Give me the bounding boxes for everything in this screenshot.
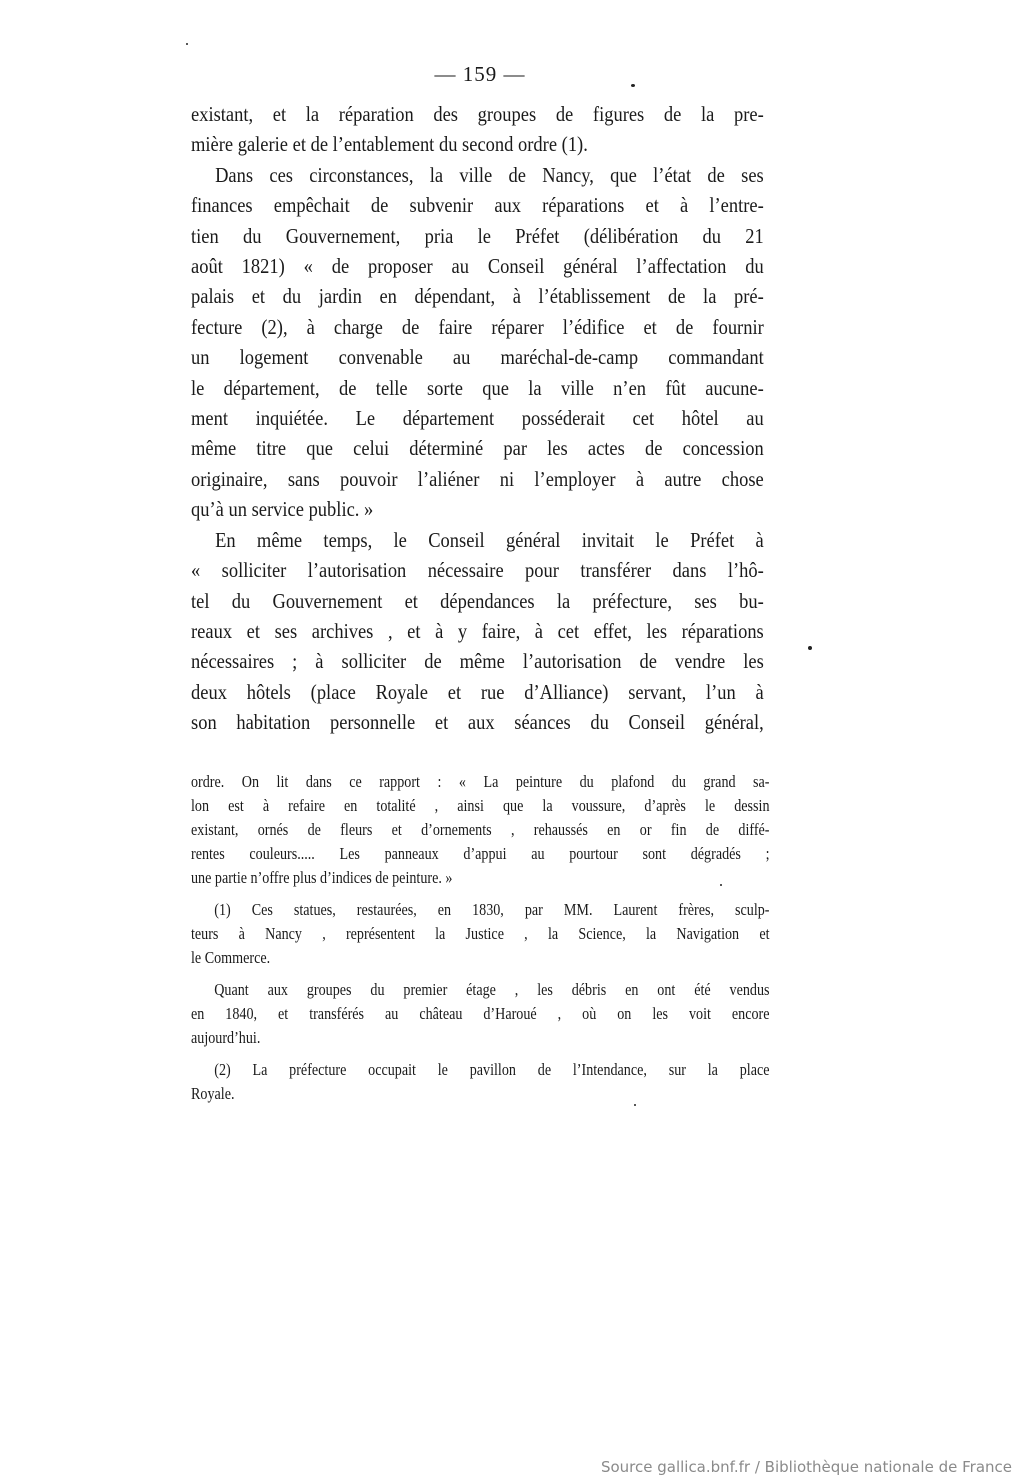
footnote-line: en 1840, et transférés au château d’Haroué , où on les voit encore (191, 1004, 770, 1023)
footnote-line: existant, ornés de fleurs et d’ornements , rehaussés en or fin de diffé- (191, 820, 770, 839)
text-line: un logement convenable au maréchal-de-camp commandant (191, 345, 764, 370)
text-line: tel du Gouvernement et dépendances la préfecture, ses bu- (191, 588, 764, 613)
footnote-line: le Commerce. (191, 948, 271, 967)
footnote-line: Quant aux groupes du premier étage , les débris en ont été vendus (214, 980, 770, 999)
text-line: Dans ces circonstances, la ville de Nancy, que l’état de ses (215, 162, 764, 187)
main-text (191, 99, 764, 738)
text-line: même titre que celui déterminé par les actes de concession (191, 436, 764, 461)
source-attribution: Source gallica.bnf.fr / Bibliothèque nationale de France (600, 1458, 1012, 1476)
text-line: « solliciter l’autorisation nécessaire pour transférer dans l’hô- (191, 558, 764, 583)
print-speck (808, 646, 812, 650)
text-line: deux hôtels (place Royale et rue d’Alliance) servant, l’un à (191, 679, 764, 704)
print-speck (631, 84, 635, 87)
footnote-continuation (191, 770, 770, 890)
text-line: finances empêchait de subvenir aux réparations et à l’entre- (191, 193, 764, 218)
text-line: mière galerie et de l’entablement du second ordre (1). (191, 132, 588, 157)
footnote-line: Royale. (191, 1084, 235, 1103)
print-speck (186, 43, 188, 45)
footnotes (191, 770, 770, 1114)
footnote-line: une partie n’offre plus d’indices de peinture. » (191, 868, 453, 887)
footnote-1 (191, 898, 770, 970)
footnote-line: rentes couleurs..... Les panneaux d’appui au pourtour sont dégradés ; (191, 844, 770, 863)
footnote-1-continued (191, 978, 770, 1050)
text-line: tien du Gouvernement, pria le Préfet (délibération du 21 (191, 223, 764, 248)
text-line: nécessaires ; à solliciter de même l’autorisation de vendre les (191, 649, 764, 674)
text-line: le département, de telle sorte que la ville n’en fût aucune- (191, 375, 764, 400)
text-line: qu’à un service public. » (191, 497, 374, 522)
footnote-line: lon est à refaire en totalité , ainsi que la voussure, d’après le dessin (191, 796, 770, 815)
text-line: son habitation personnelle et aux séances du Conseil général, (191, 710, 764, 735)
footnote-line: teurs à Nancy , représentent la Justice , la Science, la Navigation et (191, 924, 770, 943)
footnote-line: ordre. On lit dans ce rapport : « La peinture du plafond du grand sa- (191, 772, 770, 791)
footnote-2 (191, 1058, 770, 1106)
print-speck (634, 1104, 636, 1106)
print-speck (720, 884, 722, 886)
text-line: reaux et ses archives , et à y faire, à cet effet, les réparations (191, 618, 764, 643)
footnote-line: (2) La préfecture occupait le pavillon de l’Intendance, sur la place (214, 1060, 770, 1079)
text-line: palais et du jardin en dépendant, à l’établissement de la pré- (191, 284, 764, 309)
page-number: — 159 — (434, 62, 526, 86)
text-line: août 1821) « de proposer au Conseil général l’affectation du (191, 254, 764, 279)
footnote-line: aujourd’hui. (191, 1028, 261, 1047)
text-line: En même temps, le Conseil général invitait le Préfet à (215, 527, 764, 552)
text-line: existant, et la réparation des groupes de figures de la pre- (191, 102, 764, 126)
footnote-line: (1) Ces statues, restaurées, en 1830, par MM. Laurent frères, sculp- (214, 900, 770, 919)
text-line: originaire, sans pouvoir l’aliéner ni l’employer à autre chose (191, 466, 764, 491)
text-line: ment inquiétée. Le département posséderait cet hôtel au (191, 406, 764, 431)
text-line: fecture (2), à charge de faire réparer l’édifice et de fournir (191, 314, 764, 339)
